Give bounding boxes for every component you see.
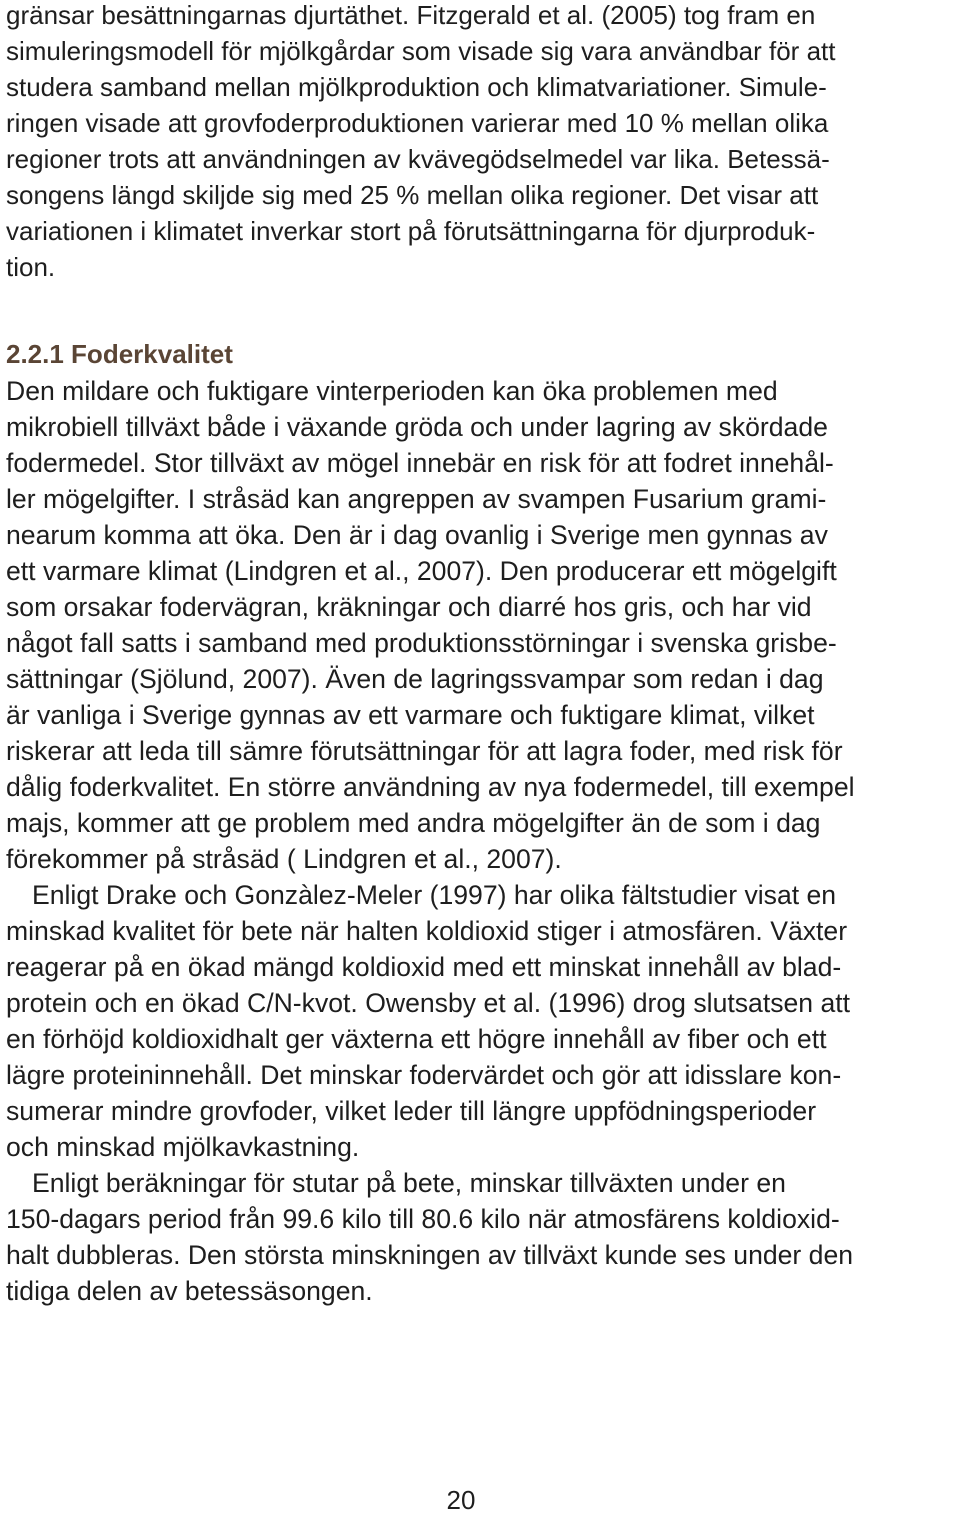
text-line: och minskad mjölkavkastning.	[6, 1132, 360, 1162]
text-line: majs, kommer att ge problem med andra mögelgifter än de som i dag	[6, 808, 821, 838]
text-line: nearum komma att öka. Den är i dag ovanlig i Sverige men gynnas av	[6, 520, 828, 550]
text-line: minskad kvalitet för bete när halten koldioxid stiger i atmosfären. Växter	[6, 916, 848, 946]
text-line: variationen i klimatet inverkar stort på förutsättningarna för djurproduk-	[6, 216, 816, 246]
text-line: dålig foderkvalitet. En större användning av nya fodermedel, till exempel	[6, 772, 855, 802]
text-line: ler mögelgifter. I stråsäd kan angreppen av svampen Fusarium grami-	[6, 484, 827, 514]
text-line: mikrobiell tillväxt både i växande gröda och under lagring av skördade	[6, 412, 828, 442]
text-line: som orsakar fodervägran, kräkningar och diarré hos gris, och har vid	[6, 592, 812, 622]
text-line: regioner trots att användningen av kvävegödselmedel var lika. Betessä-	[6, 144, 830, 174]
text-line: studera samband mellan mjölkproduktion och klimatvariationer. Simule-	[6, 72, 827, 102]
text-line: Den mildare och fuktigare vinterperioden kan öka problemen med	[6, 376, 778, 406]
text-line: fodermedel. Stor tillväxt av mögel innebär en risk för att fodret innehål-	[6, 448, 834, 478]
text-line: protein och en ökad C/N-kvot. Owensby et al. (1996) drog slutsatsen att	[6, 988, 851, 1018]
text-line: reagerar på en ökad mängd koldioxid med ett minskat innehåll av blad-	[6, 952, 842, 982]
text-line: ett varmare klimat (Lindgren et al., 2007). Den producerar ett mögelgift	[6, 556, 837, 586]
text-line: Enligt beräkningar för stutar på bete, minskar tillväxten under en	[32, 1168, 786, 1198]
text-line: sättningar (Sjölund, 2007). Även de lagringssvampar som redan i dag	[6, 664, 824, 694]
section-heading: 2.2.1 Foderkvalitet	[6, 339, 233, 369]
text-line: förekommer på stråsäd ( Lindgren et al., 2007).	[6, 844, 562, 874]
text-line: gränsar besättningarnas djurtäthet. Fitzgerald et al. (2005) tog fram en	[6, 0, 816, 30]
text-line: simuleringsmodell för mjölkgårdar som visade sig vara användbar för att	[6, 36, 836, 66]
text-line: en förhöjd koldioxidhalt ger växterna ett högre innehåll av fiber och ett	[6, 1024, 827, 1054]
text-line: riskerar att leda till sämre förutsättningar för att lagra foder, med risk för	[6, 736, 843, 766]
text-line: sumerar mindre grovfoder, vilket leder till längre uppfödningsperioder	[6, 1096, 817, 1126]
text-line: ringen visade att grovfoderproduktionen varierar med 10 % mellan olika	[6, 108, 829, 138]
text-line: 150-dagars period från 99.6 kilo till 80.6 kilo när atmosfärens koldioxid-	[6, 1204, 840, 1234]
text-line: lägre proteininnehåll. Det minskar fodervärdet och gör att idisslare kon-	[6, 1060, 842, 1090]
text-line: något fall satts i samband med produktionsstörningar i svenska grisbe-	[6, 628, 837, 658]
text-line: är vanliga i Sverige gynnas av ett varmare och fuktigare klimat, vilket	[6, 700, 815, 730]
text-line: halt dubbleras. Den största minskningen av tillväxt kunde ses under den	[6, 1240, 854, 1270]
text-line: tion.	[6, 252, 56, 282]
text-line: tidiga delen av betessäsongen.	[6, 1276, 373, 1306]
text-line: Enligt Drake och Gonzàlez-Meler (1997) har olika fältstudier visat en	[32, 880, 837, 910]
text-line: songens längd skiljde sig med 25 % mellan olika regioner. Det visar att	[6, 180, 819, 210]
page-number: 20	[446, 1485, 476, 1515]
